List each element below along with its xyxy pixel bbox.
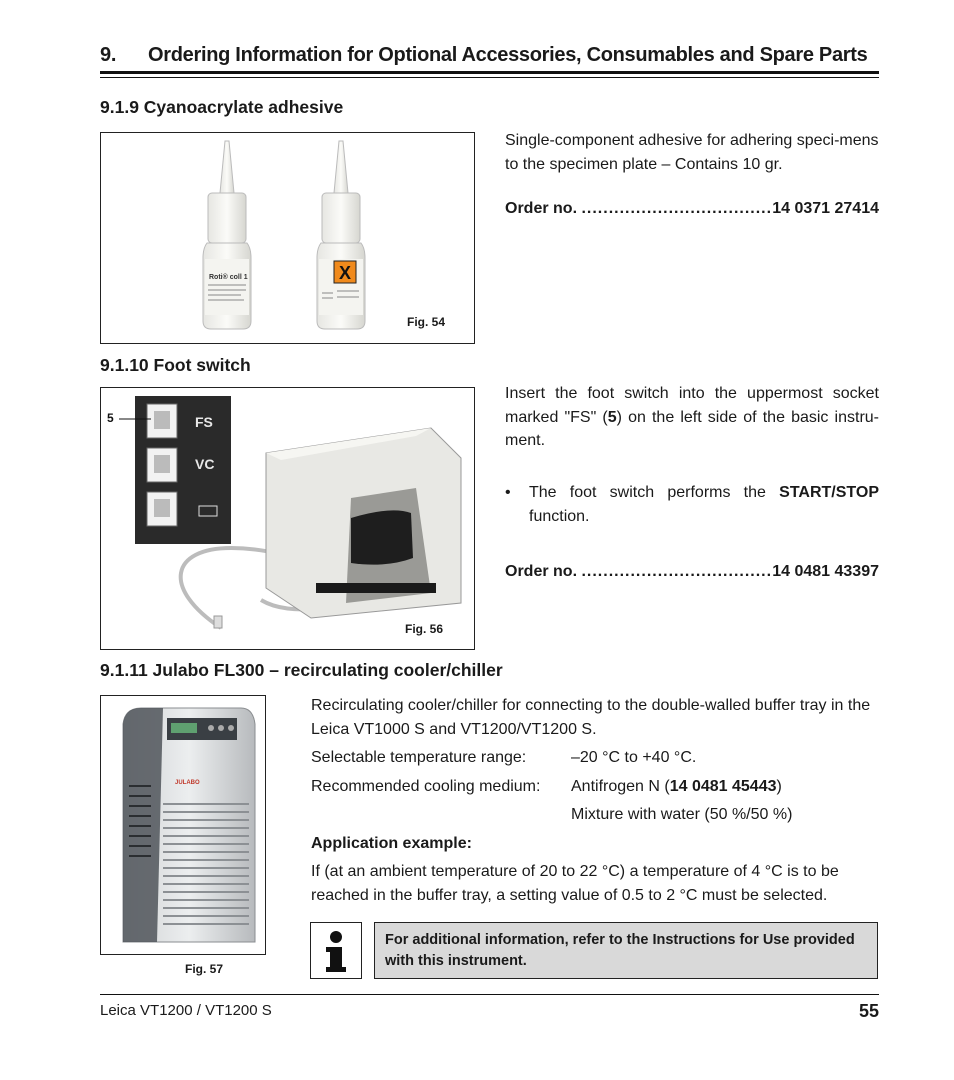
adhesive-bottles-illustration — [101, 133, 474, 343]
desc-text: Insert the foot switch into the uppermost socket marked "FS" ( — [505, 385, 879, 426]
cooling-medium-value — [571, 775, 782, 799]
section-heading-chiller: 9.1.11 Julabo FL300 – recirculating cooler/chiller — [100, 660, 503, 680]
order-label: Order no. — [505, 200, 578, 217]
desc-ref: 5 — [607, 408, 617, 426]
desc-text-end: ) on the left side of the basic instru-ment. — [505, 408, 880, 449]
application-text: If (at an ambient temperature of 20 to 22 °C) a temperature of 4 °C is to be reached in the buffer tray, a setting value of 0.5 to 2 °C must be selected. — [311, 863, 839, 904]
page-number: 55 — [858, 1001, 879, 1021]
order-number: 14 0481 43397 — [772, 563, 879, 580]
callout-number: 5 — [107, 411, 114, 425]
figure-56 — [100, 387, 475, 650]
order-number: 14 0371 27414 — [772, 200, 879, 217]
foot-switch-description — [505, 382, 879, 453]
adhesive-description: Single-component adhesive for adhering speci-mens to the specimen plate – Contains 10 gr. — [505, 132, 879, 173]
info-icon — [310, 922, 362, 979]
figure-label-54: Fig. 54 — [407, 315, 446, 329]
foot-switch-order-line — [505, 563, 879, 581]
adhesive-order-line — [505, 200, 879, 218]
socket-label-vc: VC — [195, 456, 215, 472]
footer-rule — [100, 994, 879, 995]
info-note: For additional information, refer to the Instructions for Use provided with this instrument. — [374, 922, 878, 979]
cooling-medium-text: Antifrogen N ( — [571, 778, 670, 795]
chapter-title — [100, 44, 879, 67]
bullet-text: The foot switch performs the — [529, 484, 780, 501]
socket-label-fs: FS — [195, 414, 213, 430]
figure-label-56: Fig. 56 — [405, 622, 444, 636]
temp-range-value: –20 °C to +40 °C. — [571, 749, 697, 766]
bottle-label-text: Roti® coll 1 — [209, 274, 248, 281]
cooling-medium-close: ) — [776, 778, 782, 795]
application-heading: Application example: — [311, 835, 472, 852]
cooling-medium-order-no: 14 0481 45443 — [669, 778, 777, 795]
bullet-icon: • — [505, 484, 511, 501]
cooling-mixture: Mixture with water (50 %/50 %) — [571, 806, 793, 823]
chiller-description: Recirculating cooler/chiller for connecting to the double-walled buffer tray in the Leica VT1000 S and VT1200/VT1200 S. — [311, 697, 871, 738]
hazard-symbol-icon — [334, 261, 356, 283]
order-label: Order no. — [505, 563, 578, 580]
section-heading-foot-switch: 9.1.10 Foot switch — [100, 355, 251, 375]
chiller-brand: JULABO — [175, 780, 200, 786]
bullet-text-end: function. — [529, 507, 590, 525]
chapter-number: 9. — [100, 44, 117, 66]
figure-54 — [100, 132, 475, 344]
chapter-title-text: Ordering Information for Optional Accessories, Consumables and Spare Parts — [148, 44, 868, 66]
header-rule-thin — [100, 77, 879, 78]
header-rule — [100, 71, 879, 74]
section-heading-adhesive: 9.1.9 Cyanoacrylate adhesive — [100, 97, 344, 117]
chiller-illustration — [101, 696, 265, 954]
foot-switch-illustration — [101, 388, 474, 649]
bullet-strong: START/STOP — [779, 484, 879, 501]
cooling-medium-label: Recommended cooling medium: — [311, 778, 541, 795]
figure-57 — [100, 695, 266, 955]
svg-text:X: X — [339, 263, 352, 283]
foot-switch-bullet — [505, 481, 879, 528]
figure-label-57: Fig. 57 — [185, 962, 224, 976]
footer-model: Leica VT1200 / VT1200 S — [100, 1002, 272, 1019]
temp-range-label: Selectable temperature range: — [311, 749, 527, 766]
